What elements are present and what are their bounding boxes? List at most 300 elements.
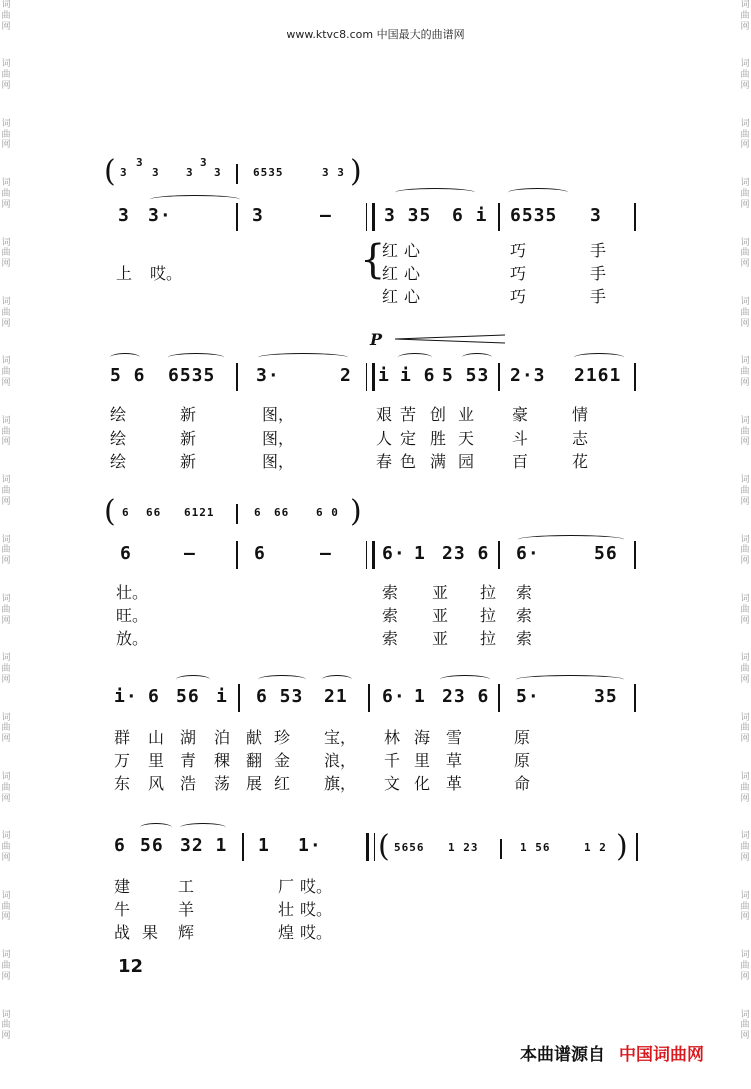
- barline: [498, 541, 500, 569]
- dash: —: [184, 543, 196, 564]
- barline: [236, 541, 238, 569]
- lyric-char: 园: [458, 452, 475, 471]
- lyric-char: 革: [446, 774, 463, 793]
- barline: [634, 541, 636, 569]
- lyric-char: 色: [400, 452, 417, 471]
- slur: [168, 353, 224, 362]
- lyric-char: 业: [458, 405, 475, 424]
- watermark-glyph: 词: [740, 653, 750, 664]
- barline: [236, 504, 238, 524]
- watermark-glyph: 网: [1, 21, 11, 32]
- watermark-glyph: 网: [740, 199, 750, 210]
- watermark-glyph: 词: [1, 475, 11, 486]
- slur: [398, 353, 432, 362]
- watermark-glyph: 曲: [1, 70, 11, 81]
- watermark-glyph: 曲: [1, 307, 11, 318]
- watermark-glyph: 曲: [740, 901, 750, 912]
- barline: [634, 684, 636, 712]
- note: 3: [252, 205, 264, 226]
- open-paren: (: [378, 829, 390, 864]
- slur: [258, 353, 348, 362]
- watermark-glyph: 词: [740, 1009, 750, 1020]
- lyric-char: 手: [590, 264, 607, 283]
- note: 6: [122, 506, 130, 519]
- barline: [636, 833, 638, 861]
- note-group: 1 2: [584, 841, 607, 854]
- lyric-char: 拉: [480, 583, 497, 602]
- lyric-char: 里: [148, 751, 165, 770]
- watermark-glyph: 网: [740, 793, 750, 804]
- watermark-glyph: 词: [740, 534, 750, 545]
- note: 5·: [516, 686, 540, 707]
- lyric-char: 命: [514, 774, 531, 793]
- dash: —: [320, 543, 332, 564]
- watermark-glyph: 词: [1, 178, 11, 189]
- hairpin-mark: [395, 334, 505, 344]
- lyric-char: 天: [458, 429, 475, 448]
- note: 1: [414, 686, 426, 707]
- melody-line-2: [0, 365, 751, 391]
- lyric-char: 壮。: [116, 583, 149, 602]
- watermark-glyph: 词: [740, 178, 750, 189]
- watermark-glyph: 曲: [740, 723, 750, 734]
- watermark-glyph: 网: [740, 140, 750, 151]
- lyric-char: 厂: [278, 877, 295, 896]
- watermark-glyph: 网: [1, 140, 11, 151]
- lyric-char: 千: [384, 751, 401, 770]
- watermark-glyph: 曲: [740, 248, 750, 259]
- watermark-glyph: 网: [740, 971, 750, 982]
- lyric-char: 战: [114, 923, 131, 942]
- note-group: 3 35: [384, 205, 432, 226]
- watermark-glyph: 曲: [1, 723, 11, 734]
- lyric-char: 献: [246, 728, 263, 747]
- lyric-char: 山: [148, 728, 165, 747]
- watermark-glyph: 网: [740, 615, 750, 626]
- open-paren: (: [104, 494, 116, 529]
- lyric-char: 青: [180, 751, 197, 770]
- lyric-char: 创: [430, 405, 447, 424]
- lyric-char: 志: [572, 429, 589, 448]
- note-group: 32 1: [180, 835, 228, 856]
- watermark-glyph: 词: [1, 118, 11, 129]
- watermark-glyph: 网: [1, 1031, 11, 1042]
- lyric-char: 工: [178, 877, 195, 896]
- note: 3: [118, 205, 130, 226]
- lyric-char: 春: [376, 452, 393, 471]
- lyric-char: 旗，: [324, 774, 357, 793]
- watermark-glyph: 曲: [1, 604, 11, 615]
- watermark-glyph: 网: [740, 496, 750, 507]
- melody-line-4: [0, 686, 751, 712]
- lyric-char: 胜: [430, 429, 447, 448]
- lyric-char: 斗: [512, 429, 529, 448]
- note-group: 56: [594, 543, 618, 564]
- watermark-glyph: 网: [740, 734, 750, 745]
- lyric-char: 豪: [512, 405, 529, 424]
- dynamic-mark: P: [370, 330, 383, 349]
- watermark-glyph: 网: [740, 674, 750, 685]
- note: 3: [200, 156, 208, 169]
- lyric-char: 雪: [446, 728, 463, 747]
- lyric-char: 图，: [262, 452, 295, 471]
- watermark-glyph: 网: [1, 853, 11, 864]
- lyric-char: 宝，: [324, 728, 357, 747]
- lyric-char: 拉: [480, 606, 497, 625]
- watermark-glyph: 曲: [740, 1020, 750, 1031]
- note-group: 6 i: [452, 205, 488, 226]
- note: 6: [148, 686, 160, 707]
- lyric-char: 风: [148, 774, 165, 793]
- close-paren: ): [350, 494, 362, 529]
- lyric-char: 浪，: [324, 751, 357, 770]
- page-number: 12: [118, 956, 144, 977]
- lyric-char: 新: [180, 405, 197, 424]
- lyric-char: 艰: [376, 405, 393, 424]
- slur: [440, 675, 490, 684]
- note-group: 66: [146, 506, 162, 519]
- lyric-char: 图，: [262, 405, 295, 424]
- watermark-glyph: 曲: [1, 188, 11, 199]
- lyric-char: 巧: [510, 287, 527, 306]
- slur: [574, 353, 624, 362]
- note: 1·: [298, 835, 322, 856]
- lyric-char: 哎。: [150, 264, 183, 283]
- lyric-char: 东: [114, 774, 131, 793]
- watermark-glyph: 词: [1, 296, 11, 307]
- lyric-char: 新: [180, 452, 197, 471]
- watermark-glyph: 词: [740, 890, 750, 901]
- note: i: [378, 365, 390, 386]
- lyric-char: 翻: [246, 751, 263, 770]
- lyric-char: 红: [274, 774, 291, 793]
- note: 3: [120, 166, 128, 179]
- lyrics-verse-3: [0, 449, 751, 471]
- lyric-char: 满: [430, 452, 447, 471]
- watermark-glyph: 词: [740, 237, 750, 248]
- lyric-char: 亚: [432, 606, 449, 625]
- note-group: 1 23: [448, 841, 479, 854]
- lyric-char: 定: [400, 429, 417, 448]
- lyric-char: 红: [382, 264, 399, 283]
- watermark-glyph: 曲: [740, 664, 750, 675]
- watermark-glyph: 网: [740, 912, 750, 923]
- watermark-glyph: 曲: [740, 188, 750, 199]
- lyric-char: 百: [512, 452, 529, 471]
- barline: [498, 203, 500, 231]
- watermark-glyph: 曲: [1, 782, 11, 793]
- watermark-glyph: 网: [1, 912, 11, 923]
- lyrics-verse-1: [0, 238, 751, 260]
- note: 3: [186, 166, 194, 179]
- barline: [500, 839, 502, 859]
- barline: [634, 363, 636, 391]
- lyric-char: 里: [414, 751, 431, 770]
- note-group: 6535: [510, 205, 558, 226]
- note-group: 56: [140, 835, 164, 856]
- barline: [498, 363, 500, 391]
- intro-line-1: [0, 154, 751, 189]
- lyric-char: 浩: [180, 774, 197, 793]
- lyric-char: 哎。: [300, 900, 333, 919]
- lyric-char: 林: [384, 728, 401, 747]
- watermark-glyph: 曲: [740, 604, 750, 615]
- note: 6: [120, 543, 132, 564]
- open-paren: (: [104, 154, 116, 189]
- note: i: [216, 686, 228, 707]
- watermark-glyph: 词: [740, 59, 750, 70]
- source-label: 本曲谱源自: [520, 1045, 605, 1065]
- watermark-glyph: 曲: [1, 10, 11, 21]
- watermark-glyph: 曲: [1, 248, 11, 259]
- brand-link[interactable]: 中国词曲网: [619, 1045, 704, 1065]
- footer-source: [520, 1040, 704, 1065]
- close-paren: ): [350, 154, 362, 189]
- lyric-char: 金: [274, 751, 291, 770]
- lyric-char: 荡: [214, 774, 231, 793]
- lyric-char: 草: [446, 751, 463, 770]
- lyric-char: 手: [590, 241, 607, 260]
- lyrics-verse-3: [0, 920, 751, 942]
- watermark-glyph: 词: [1, 534, 11, 545]
- watermark-glyph: 词: [740, 831, 750, 842]
- slur: [150, 195, 240, 204]
- watermark-glyph: 词: [1, 593, 11, 604]
- watermark-glyph: 曲: [740, 426, 750, 437]
- dash: —: [320, 205, 332, 226]
- lyric-char: 心: [404, 264, 421, 283]
- lyric-char: 珍: [274, 728, 291, 747]
- watermark-glyph: 词: [740, 772, 750, 783]
- slur: [180, 823, 226, 832]
- slur: [395, 188, 475, 197]
- watermark-glyph: 曲: [740, 307, 750, 318]
- watermark-glyph: 曲: [1, 485, 11, 496]
- note: 6·: [382, 686, 406, 707]
- watermark-glyph: 曲: [1, 664, 11, 675]
- watermark-glyph: 词: [1, 1009, 11, 1020]
- watermark-glyph: 网: [740, 80, 750, 91]
- note: 3·: [256, 365, 280, 386]
- watermark-glyph: 词: [740, 296, 750, 307]
- note-group: 6535: [168, 365, 216, 386]
- note-group: 5656: [394, 841, 425, 854]
- lyric-char: 建: [114, 877, 131, 896]
- note: 6: [254, 506, 262, 519]
- lyric-char: 群: [114, 728, 131, 747]
- watermark-glyph: 网: [1, 318, 11, 329]
- lyric-char: 壮: [278, 900, 295, 919]
- watermark-glyph: 网: [1, 80, 11, 91]
- lyric-char: 原: [514, 751, 531, 770]
- lyric-char: 煌: [278, 923, 295, 942]
- watermark-glyph: 网: [740, 556, 750, 567]
- watermark-glyph: 曲: [1, 545, 11, 556]
- watermark-glyph: 曲: [1, 1020, 11, 1031]
- lyrics-verse-3: [0, 284, 751, 306]
- barline: [498, 684, 500, 712]
- note-group: 23 6: [442, 686, 490, 707]
- watermark-glyph: 曲: [740, 485, 750, 496]
- note-group: 23 6: [442, 543, 490, 564]
- note-group: 5 6: [110, 365, 146, 386]
- watermark-glyph: 词: [1, 59, 11, 70]
- note: 6·: [382, 543, 406, 564]
- note: 3·: [148, 205, 172, 226]
- watermark-glyph: 词: [1, 772, 11, 783]
- lyric-char: 湖: [180, 728, 197, 747]
- lyric-char: 索: [516, 629, 533, 648]
- watermark-glyph: 曲: [740, 545, 750, 556]
- lyric-char: 索: [382, 606, 399, 625]
- lyric-char: 文: [384, 774, 401, 793]
- note: 2: [340, 365, 352, 386]
- barline: [242, 833, 244, 861]
- watermark-glyph: 词: [740, 475, 750, 486]
- lyrics-verse-3: [0, 626, 751, 648]
- barline: [236, 203, 238, 231]
- note: 3: [590, 205, 602, 226]
- watermark-glyph: 词: [1, 890, 11, 901]
- lyric-char: 亚: [432, 629, 449, 648]
- watermark-glyph: 网: [740, 1031, 750, 1042]
- note-group: 35: [594, 686, 618, 707]
- lyric-char: 化: [414, 774, 431, 793]
- slur: [516, 675, 624, 684]
- slur: [508, 188, 568, 197]
- note-group: 66: [274, 506, 290, 519]
- watermark-glyph: 词: [1, 415, 11, 426]
- note-group: 6535: [253, 166, 284, 179]
- watermark-glyph: 网: [1, 437, 11, 448]
- lyric-char: 索: [516, 606, 533, 625]
- barline: [634, 203, 636, 231]
- lyrics-verse-1: [0, 580, 751, 602]
- lyric-char: 牛: [114, 900, 131, 919]
- barline: [238, 684, 240, 712]
- barline: [368, 684, 370, 712]
- watermark-glyph: 曲: [740, 70, 750, 81]
- watermark-glyph: 网: [1, 377, 11, 388]
- lyric-char: 情: [572, 405, 589, 424]
- lyric-char: 心: [404, 241, 421, 260]
- watermark-glyph: 词: [1, 356, 11, 367]
- watermark-glyph: 曲: [740, 842, 750, 853]
- lyric-char: 人: [376, 429, 393, 448]
- note-group: 2161: [574, 365, 622, 386]
- watermark-glyph: 曲: [1, 426, 11, 437]
- slur: [140, 823, 172, 832]
- watermark-glyph: 词: [740, 118, 750, 129]
- watermark-glyph: 曲: [1, 842, 11, 853]
- note-group: 6 0: [316, 506, 339, 519]
- intro-line-3: [0, 494, 751, 529]
- note: 3: [152, 166, 160, 179]
- note-group: 56: [176, 686, 200, 707]
- lyrics-verse-3: [0, 771, 751, 793]
- lyric-char: 红: [382, 287, 399, 306]
- lyric-char: 苦: [400, 405, 417, 424]
- double-barline: [366, 541, 375, 569]
- watermark-glyph: 词: [1, 831, 11, 842]
- lyric-char: 哎。: [300, 923, 333, 942]
- watermark-glyph: 词: [740, 593, 750, 604]
- watermark-glyph: 网: [1, 615, 11, 626]
- note-group: 6 53: [256, 686, 304, 707]
- lyric-char: 亚: [432, 583, 449, 602]
- note: 6: [254, 543, 266, 564]
- double-barline: [366, 203, 375, 231]
- lyric-char: 索: [516, 583, 533, 602]
- note-group: 3 3: [322, 166, 345, 179]
- watermark-glyph: 网: [740, 377, 750, 388]
- note-group: 6121: [184, 506, 215, 519]
- watermark-glyph: 曲: [1, 367, 11, 378]
- note-group: 2·3: [510, 365, 546, 386]
- lyric-char: 海: [414, 728, 431, 747]
- watermark-glyph: 网: [1, 199, 11, 210]
- lyric-char: 放。: [116, 629, 149, 648]
- watermark-glyph: 词: [1, 653, 11, 664]
- lyric-char: 稞: [214, 751, 231, 770]
- note: 1: [258, 835, 270, 856]
- slur: [462, 353, 492, 362]
- barline: [236, 363, 238, 391]
- lyric-char: 羊: [178, 900, 195, 919]
- lyrics-verse-2: [0, 603, 751, 625]
- lyric-char: 万: [114, 751, 131, 770]
- watermark-glyph: 曲: [740, 129, 750, 140]
- watermark-glyph: 曲: [740, 10, 750, 21]
- note: 6·: [516, 543, 540, 564]
- watermark-glyph: 词: [1, 950, 11, 961]
- watermark-glyph: 曲: [740, 961, 750, 972]
- slur: [176, 675, 210, 684]
- watermark-glyph: 曲: [740, 782, 750, 793]
- lyric-char: 新: [180, 429, 197, 448]
- watermark-glyph: 网: [1, 556, 11, 567]
- lyrics-verse-1: [0, 725, 751, 747]
- lyric-char: 花: [572, 452, 589, 471]
- lyrics-verse-2: [0, 261, 751, 283]
- watermark-glyph: 网: [740, 318, 750, 329]
- lyrics-verse-1: [0, 874, 751, 896]
- lyric-char: 绘: [110, 405, 127, 424]
- watermark-glyph: 词: [740, 712, 750, 723]
- site-header: www.ktvc8.com 中国最大的曲谱网: [286, 28, 465, 41]
- lyric-char: 巧: [510, 241, 527, 260]
- note: 3: [214, 166, 222, 179]
- melody-line-1: [0, 205, 751, 231]
- note-group: 1 56: [520, 841, 551, 854]
- lyrics-verse-2: [0, 748, 751, 770]
- watermark-glyph: 网: [1, 259, 11, 270]
- watermark-glyph: 网: [1, 734, 11, 745]
- lyric-char: 旺。: [116, 606, 149, 625]
- watermark-glyph: 网: [740, 259, 750, 270]
- lyric-char: 红: [382, 241, 399, 260]
- note-group: i 6: [400, 365, 436, 386]
- watermark-glyph: 词: [740, 415, 750, 426]
- lyric-char: 索: [382, 583, 399, 602]
- watermark-glyph: 词: [740, 950, 750, 961]
- lyric-char: 拉: [480, 629, 497, 648]
- watermark-glyph: 网: [740, 437, 750, 448]
- watermark-glyph: 网: [740, 21, 750, 32]
- watermark-glyph: 网: [1, 496, 11, 507]
- watermark-glyph: 曲: [740, 367, 750, 378]
- note: i·: [114, 686, 138, 707]
